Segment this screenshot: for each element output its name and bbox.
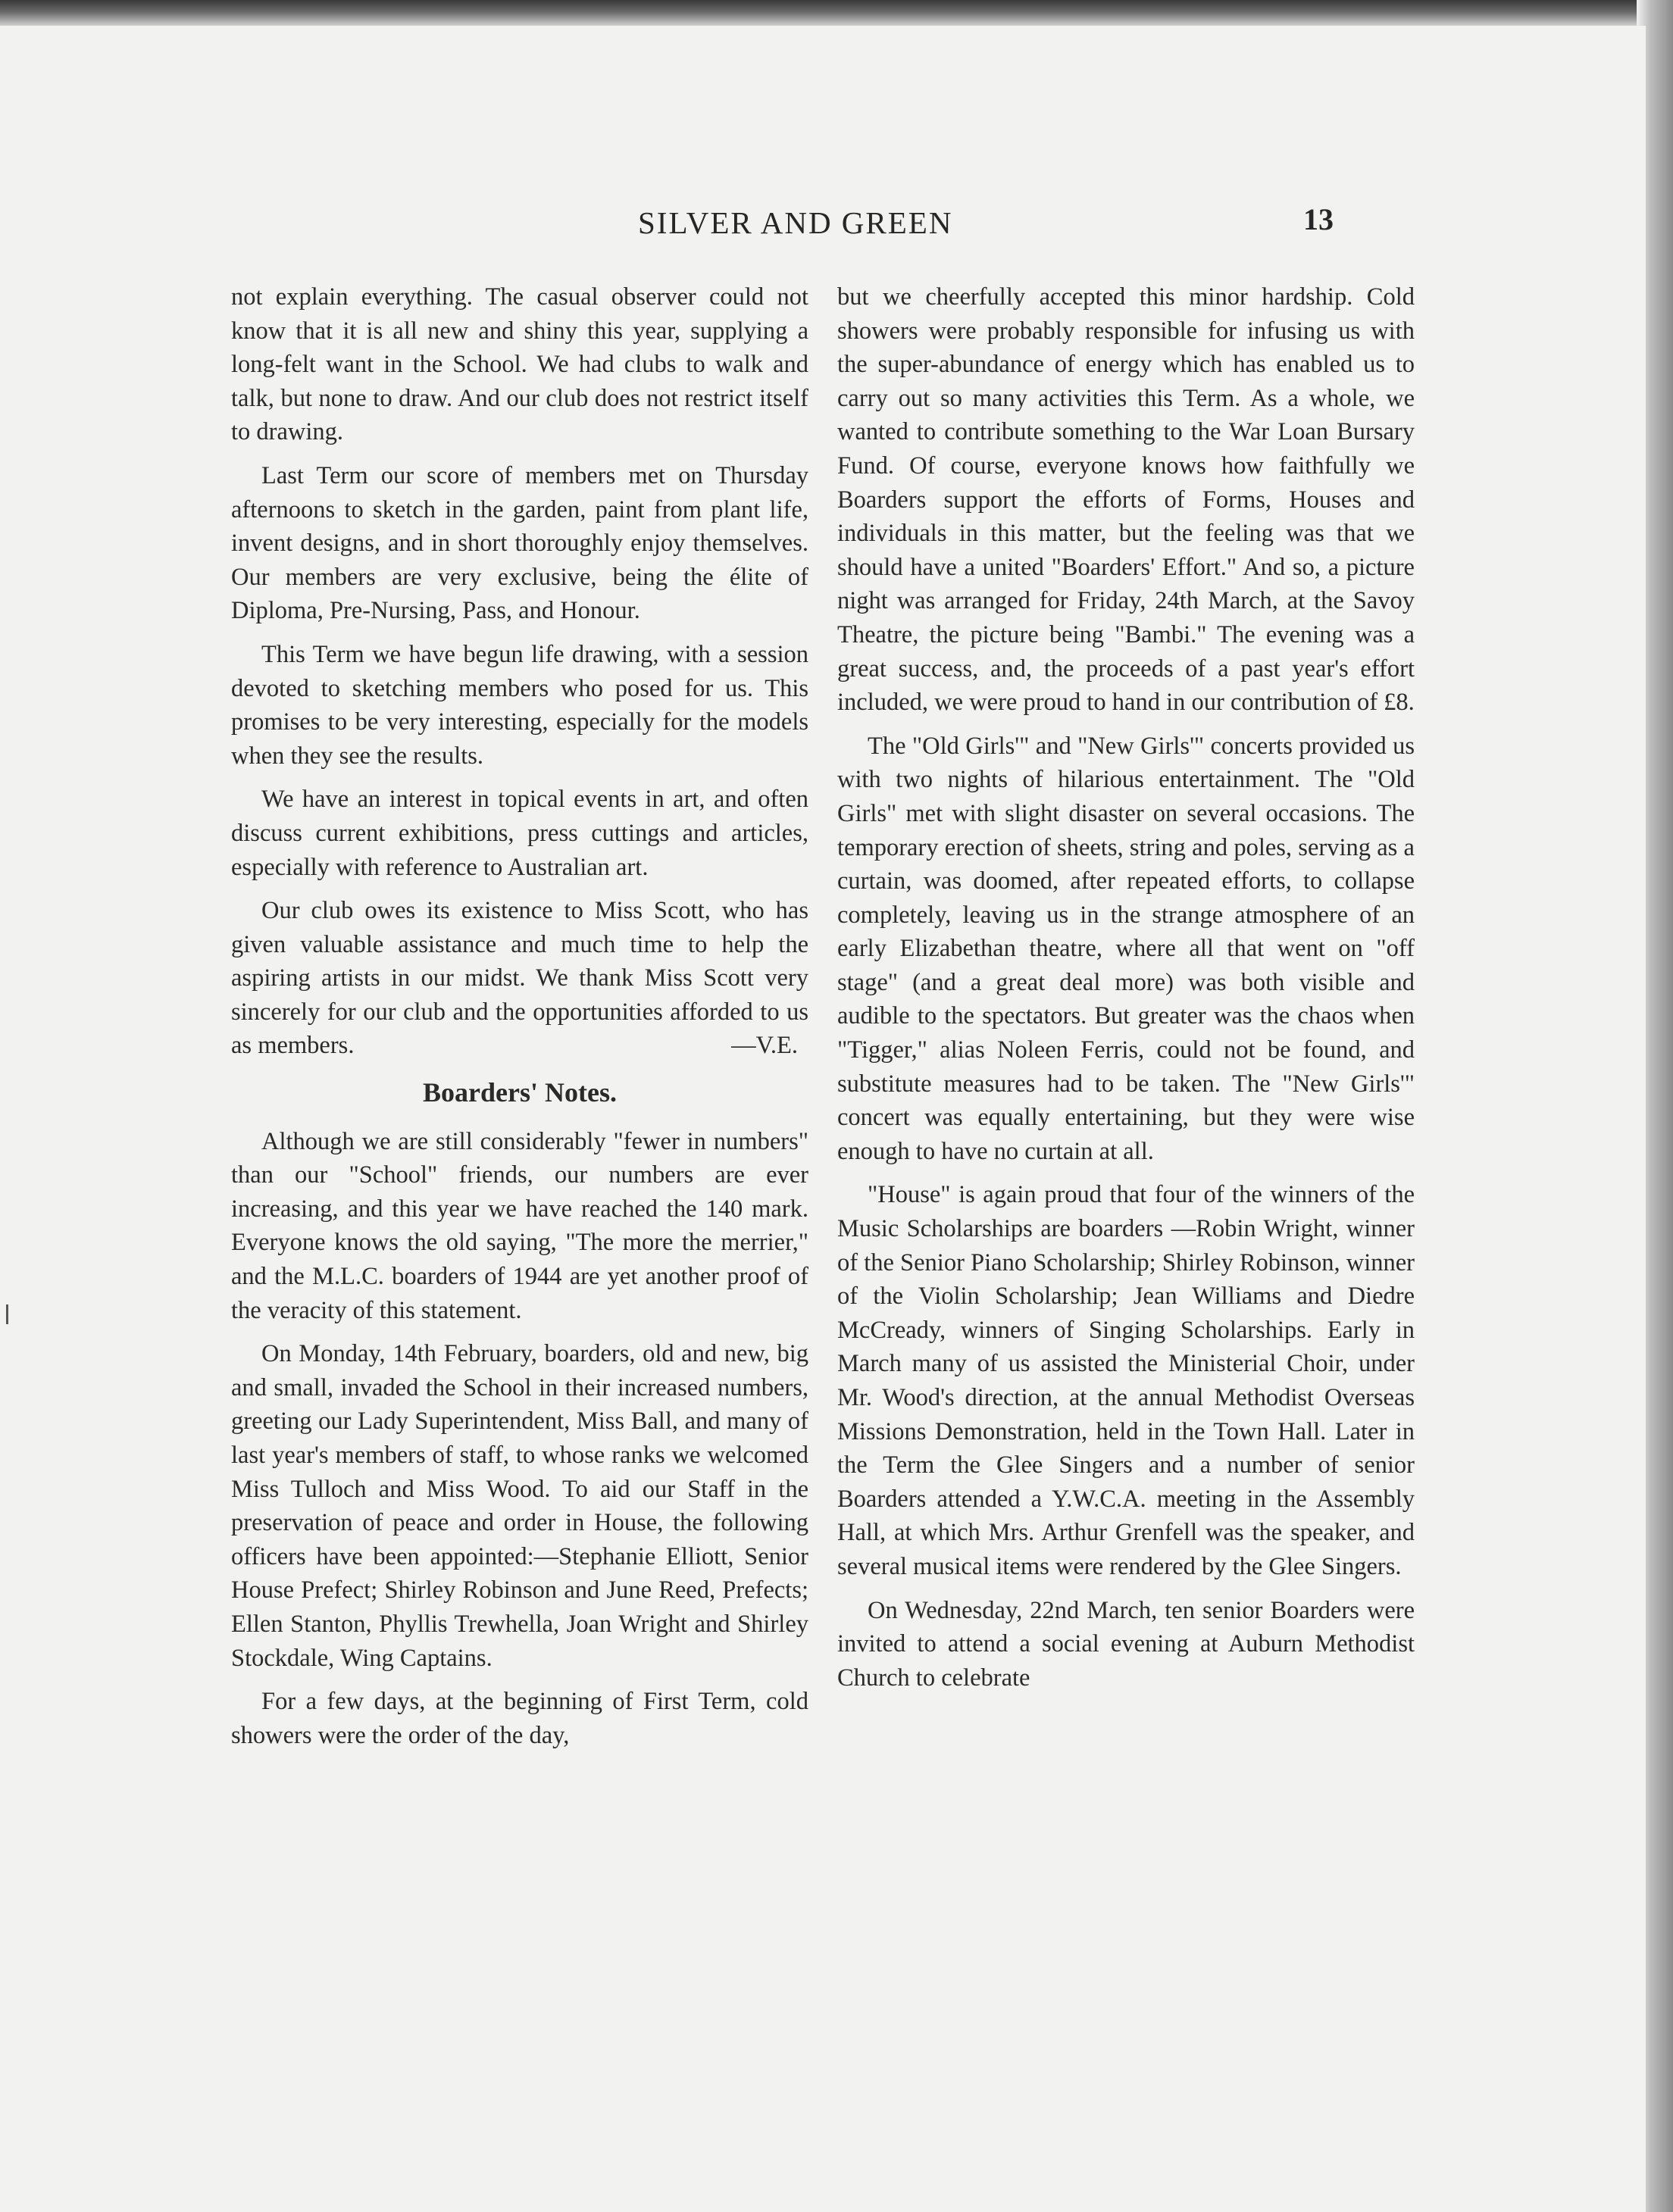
paragraph: On Monday, 14th February, boarders, old and new, big and small, invaded the School in their increased numbers, greeting our Lady Superintendent, Miss Ball, and many of last year's members of staff, to whose ranks we welcomed Miss Tulloch and Miss Wood. To aid our Staff in the preservation of peace and order in House, the following officers have been appointed:—Stephanie Elliott, Senior House Prefect; Shirley Robinson and June Reed, Prefects; Ellen Stanton, Phyllis Trewhella, Joan Wright and Shirley Stockdale, Wing Captains. [231,1340,808,1672]
author-signature: —V.E. [731,1032,798,1060]
paragraph: The "Old Girls'" and "New Girls'" concerts provided us with two nights of hilarious entertainment. The "Old Girls" met with slight disaster on several occasions. The temporary erection of sheets, string and poles, serving as a curtain, was doomed, after repeated efforts, to collapse completely, leaving us in the strange atmosphere of an early Elizabethan theatre, where all that went on "off stage" (and a great deal more) was both visible and audible to the spectators. But greater was the chaos when "Tigger," alias Noleen Ferris, could not be found, and substitute measures had to be taken. The "New Girls'" concert was equally entertaining, but they were wise enough to have no curtain at all. [837,732,1415,1165]
page-number: 13 [1303,202,1334,236]
paragraph: We have an interest in topical events in art, and often discuss current exhibitions, press cuttings and articles, especially with reference to Australian art. [231,786,808,881]
paragraph: This Term we have begun life drawing, with a session devoted to sketching members who posed for us. This promises to be very interesting, especially for the models when they see the results. [231,640,808,770]
section-heading: Boarders' Notes. [423,1077,617,1108]
paragraph: Although we are still considerably "fewer in numbers" than our "School" friends, our numbers are ever increasing, and this year we have reached the 140 mark. Everyone knows the old saying, "The more the merrier," and the M.L.C. boarders of 1944 are yet another proof of the veracity of this statement. [231,1127,808,1324]
paragraph: "House" is again proud that four of the winners of the Music Scholarships are boarders —Robin Wright, winner of the Senior Piano Scholarship; Shirley Robinson, winner of the Violin Scholarship; Jean Williams and Diedre McCready, winners of Singing Scholarships. Early in March many of us assisted the Ministerial Choir, under Mr. Wood's direction, at the annual Methodist Overseas Missions Demonstration, held in the Town Hall. Later in the Term the Glee Singers and a number of senior Boarders attended a Y.W.C.A. meeting in the Assembly Hall, at which Mrs. Arthur Grenfell was the speaker, and several musical items were rendered by the Glee Singers. [837,1181,1415,1580]
paragraph: Last Term our score of members met on Thursday afternoons to sketch in the garden, paint from plant life, invent designs, and in short thoroughly enjoy themselves. Our members are very exclusive, being the élite of Diploma, Pre-Nursing, Pass, and Honour. [231,461,808,625]
running-title: SILVER AND GREEN [638,205,953,240]
page-header [0,202,1646,250]
paragraph: not explain everything. The casual observer could not know that it is all new and shiny this year, supplying a long-felt want in the School. We had clubs to walk and talk, but none to draw. And our club does not restrict itself to drawing. [231,283,808,446]
paragraph: For a few days, at the beginning of First Term, cold showers were the order of the day, [231,1688,808,1749]
right-column [837,280,1415,1704]
paragraph: Our club owes its existence to Miss Scott, who has given valuable assistance and much time to help the aspiring artists in our midst. We thank Miss Scott very sincerely for our club and the opportunities afforded to us as members. [231,897,808,1060]
magazine-page [0,26,1646,2212]
left-column [231,280,808,1762]
paragraph: but we cheerfully accepted this minor hardship. Cold showers were probably responsible for infusing us with the super-abundance of energy which has enabled us to carry out so many activities this Term. As a whole, we wanted to contribute something to the War Loan Bursary Fund. Of course, everyone knows how faithfully we Boarders support the efforts of Forms, Houses and individuals in this matter, but the feeling was that we should have a united "Boarders' Effort." And so, a picture night was arranged for Friday, 24th March, at the Savoy Theatre, the picture being "Bambi." The evening was a great success, and, the proceeds of a past year's effort included, we were proud to hand in our contribution of £8. [837,283,1415,717]
margin-mark [6,1304,8,1324]
paragraph: On Wednesday, 22nd March, ten senior Boarders were invited to attend a social evening at Auburn Methodist Church to celebrate [837,1596,1415,1692]
